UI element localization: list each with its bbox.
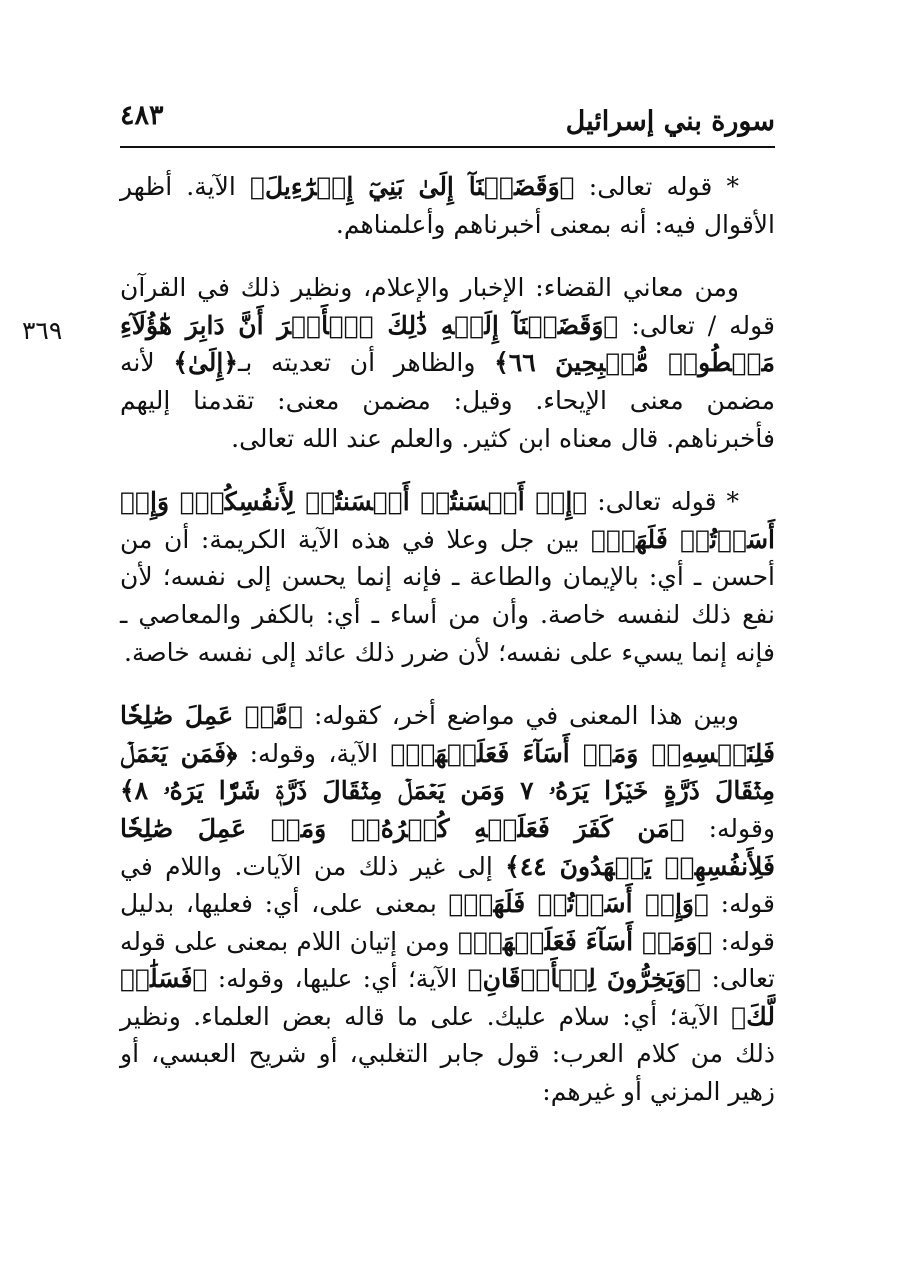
quran-quote: ﴿فَمَن يَعۡمَلۡ مِثۡقَالَ ذَرَّةٍ خَيۡرٗا يَرَهُۥ ٧ وَمَن يَعۡمَلۡ مِثۡقَالَ ذَرَّةٖ شَرّٗا يَرَهُۥ ٨﴾ — [120, 738, 775, 806]
page-header — [120, 98, 775, 140]
text-run: * قوله تعالى: — [587, 487, 739, 517]
body-text — [120, 168, 775, 1111]
paragraph — [120, 168, 775, 243]
quran-quote: ﴿وَإِنۡ أَسَأۡتُمۡ فَلَهَاۚ﴾ — [448, 889, 709, 919]
quran-quote: ﴿إِلَىٰ﴾ — [173, 348, 239, 378]
quran-quote: ﴿وَمَنۡ أَسَآءَ فَعَلَيۡهَاۗ﴾ — [457, 926, 713, 956]
text-run: وقوله: — [684, 813, 775, 843]
text-run: وبين هذا المعنى في مواضع أخر، كقوله: — [303, 701, 740, 731]
margin-page-reference: ٣٦٩ — [22, 316, 63, 345]
quran-quote: ﴿وَيَخِرُّونَ لِلۡأَذۡقَانِ﴾ — [467, 964, 702, 994]
quran-quote: ﴿فَسَلَٰمٞ لَّكَ﴾ — [120, 964, 775, 1031]
text-run: الآية؛ أي: عليها، وقوله: — [207, 964, 468, 994]
text-run: لأنه مضمن معنى الإيحاء. وقيل: مضمن معنى: تقدمنا إليهم فأخبرناهم. قال معناه ابن كثير. والعلم عند الله تعالى. — [120, 348, 775, 453]
text-run: إلى غير ذلك من الآيات. واللام في قوله: — [120, 851, 775, 919]
paragraph — [120, 269, 775, 457]
quran-quote: ﴿مَن كَفَرَ فَعَلَيۡهِ كُفۡرُهُۥۖ وَمَنۡ عَمِلَ صَٰلِحٗا فَلِأَنفُسِهِمۡ يَمۡهَدُونَ ٤٤﴾ — [120, 813, 775, 881]
quran-quote: ﴿إِنۡ أَحۡسَنتُمۡ أَحۡسَنتُمۡ لِأَنفُسِكُمۡۖ وَإِنۡ أَسَأۡتُمۡ فَلَهَاۚ﴾ — [120, 487, 775, 554]
paragraph — [120, 697, 775, 1111]
paragraph — [120, 483, 775, 671]
text-run: بمعنى على، أي: فعليها، بدليل قوله: — [120, 889, 775, 956]
text-run: ومن إتيان اللام بمعنى على قوله تعالى: — [120, 926, 775, 994]
text-run: الآية، وقوله: — [237, 738, 391, 768]
text-run: الآية. أظهر الأقوال فيه: أنه بمعنى أخبرناهم وأعلمناهم. — [120, 172, 775, 239]
quran-quote: ﴿وَقَضَيۡنَآ إِلَىٰ بَنِيٓ إِسۡرَٰٓءِيلَ﴾ — [249, 172, 575, 201]
text-run: * قوله تعالى: — [574, 172, 739, 201]
text-run: بين جل وعلا في هذه الآية الكريمة: أن من أحسن ـ أي: بالإيمان والطاعة ـ فإنه إنما يحسن إلى نفسه؛ لأن نفع ذلك لنفسه خاصة. وأن من أساء ـ أي: بالكفر والمعاصي ـ فإنه إنما يسيء على نفسه؛ لأن ضرر ذلك عائد إلى نفسه خاصة. — [120, 524, 775, 667]
text-run: والظاهر أن تعديته بـ — [238, 348, 495, 378]
text-run: الآية؛ أي: سلام عليك. على ما قاله بعض العلماء. ونظير ذلك من كلام العرب: قول جابر التغلبي، أو شريح العبسي، أو زهير المزني أو غيرهم: — [120, 1001, 775, 1107]
header-divider — [120, 146, 775, 148]
text-run: ومن معاني القضاء: الإخبار والإعلام، ونظير ذلك في القرآن قوله / تعالى: — [120, 273, 775, 340]
page-number: ٤٨٣ — [120, 100, 164, 131]
running-title: سورة بني إسرائيل — [565, 106, 775, 137]
quran-quote: ﴿وَقَضَيۡنَآ إِلَيۡهِ ذَٰلِكَ ٱلۡأَمۡرَ أَنَّ دَابِرَ هَٰٓؤُلَآءِ مَقۡطُوعٞ مُّصۡبِحِينَ ٦٦﴾ — [120, 310, 775, 378]
quran-quote: ﴿مَّنۡ عَمِلَ صَٰلِحٗا فَلِنَفۡسِهِۦۖ وَمَنۡ أَسَآءَ فَعَلَيۡهَاۗ﴾ — [120, 701, 776, 768]
